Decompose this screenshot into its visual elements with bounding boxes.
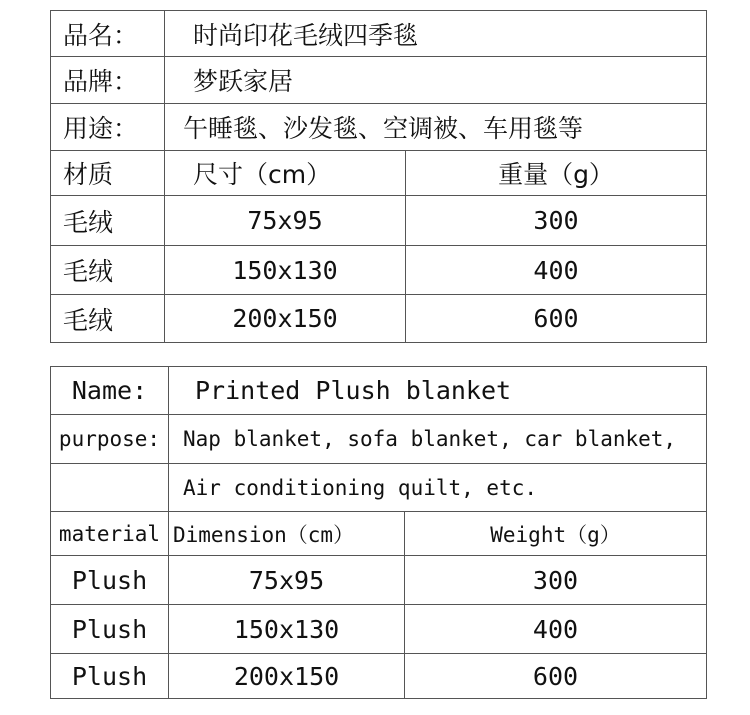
table-row — [51, 246, 707, 295]
cell-weight: 600 — [406, 295, 707, 343]
use-label: 用途： — [51, 104, 165, 151]
empty-cell — [51, 464, 169, 512]
brand-row — [51, 57, 707, 104]
purpose-row — [51, 415, 707, 464]
brand-value: 梦跃家居 — [165, 57, 707, 104]
cell-size: 200x150 — [165, 295, 406, 343]
cell-size: 75x95 — [169, 556, 405, 605]
cell-material: 毛绒 — [51, 196, 165, 246]
header-material: 材质 — [51, 151, 165, 196]
cell-material: Plush — [51, 556, 169, 605]
header-dimension: Dimension（cm） — [169, 512, 405, 556]
name-value: Printed Plush blanket — [169, 367, 707, 415]
english-spec-table — [50, 366, 707, 699]
cell-size: 150x130 — [169, 605, 405, 654]
cell-weight: 300 — [405, 556, 707, 605]
chinese-spec-table — [50, 10, 707, 343]
cell-size: 150x130 — [165, 246, 406, 295]
name-label: Name: — [51, 367, 169, 415]
header-weight: 重量（g） — [406, 151, 707, 196]
name-label: 品名： — [51, 11, 165, 57]
cell-weight: 300 — [406, 196, 707, 246]
header-row — [51, 151, 707, 196]
purpose-row-continued — [51, 464, 707, 512]
brand-label: 品牌： — [51, 57, 165, 104]
cell-material: 毛绒 — [51, 295, 165, 343]
table-row — [51, 196, 707, 246]
purpose-label: purpose: — [51, 415, 169, 464]
name-value: 时尚印花毛绒四季毯 — [165, 11, 707, 57]
header-size: 尺寸（cm） — [165, 151, 406, 196]
table-row — [51, 654, 707, 699]
cell-weight: 400 — [405, 605, 707, 654]
header-weight: Weight（g） — [405, 512, 707, 556]
table-row — [51, 605, 707, 654]
purpose-value-line-1: Nap blanket, sofa blanket, car blanket, — [169, 415, 707, 464]
cell-weight: 600 — [405, 654, 707, 699]
purpose-value-line-2: Air conditioning quilt, etc. — [169, 464, 707, 512]
cell-size: 75x95 — [165, 196, 406, 246]
header-row — [51, 512, 707, 556]
table-row — [51, 556, 707, 605]
cell-material: Plush — [51, 605, 169, 654]
use-value: 午睡毯、沙发毯、空调被、车用毯等 — [165, 104, 707, 151]
name-row — [51, 11, 707, 57]
header-material: material — [51, 512, 169, 556]
cell-material: 毛绒 — [51, 246, 165, 295]
cell-material: Plush — [51, 654, 169, 699]
table-row — [51, 295, 707, 343]
name-row — [51, 367, 707, 415]
cell-weight: 400 — [406, 246, 707, 295]
use-row — [51, 104, 707, 151]
cell-size: 200x150 — [169, 654, 405, 699]
